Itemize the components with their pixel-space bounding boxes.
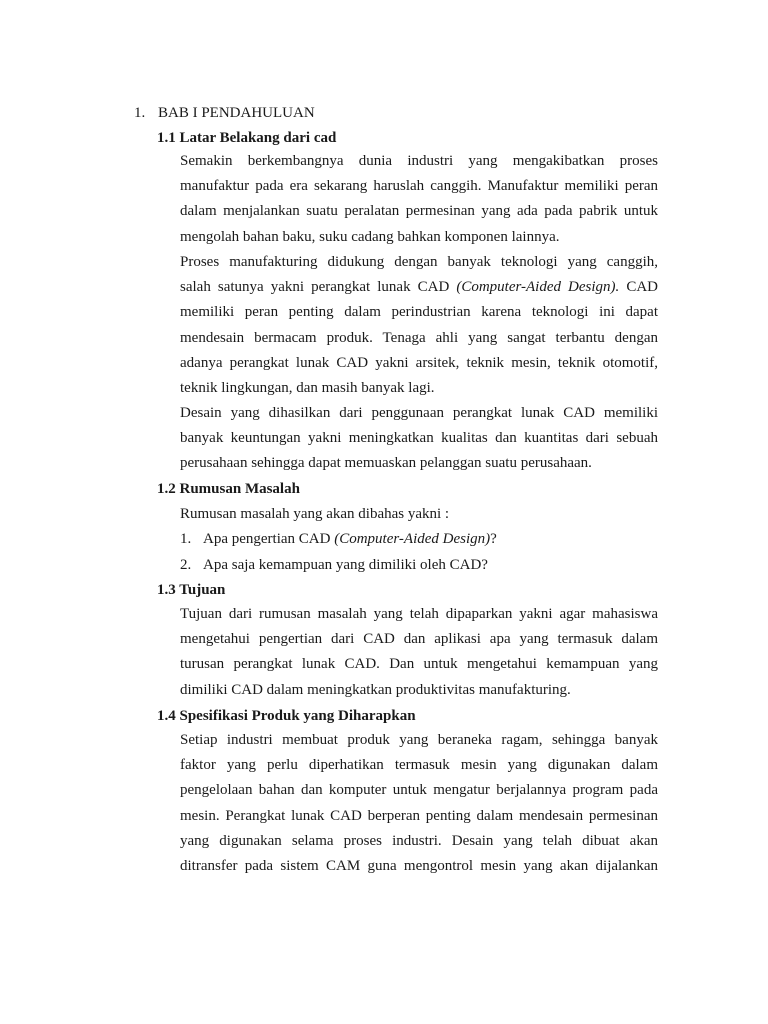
paragraph-1-1-b: Proses manufakturing didukung dengan banyak teknologi yang canggih, salah satunya yakni perangkat lunak CAD (Computer-Aided Design). CAD memiliki peran penting dalam perindustrian karena teknologi ini dapat mendesain bermacam produk. Tenaga ahli yang sangat terbantu dengan adanya perangkat lunak CAD yakni arsitek, teknik mesin, teknik otomotif, teknik lingkungan, dan masih banyak lagi. <box>180 254 659 397</box>
list-item: 1. Apa pengertian CAD (Computer-Aided Design)? <box>180 531 497 547</box>
chapter-title: BAB I PENDAHULUAN <box>158 105 315 121</box>
paragraph-1-3: Tujuan dari rumusan masalah yang telah dipaparkan yakni agar mahasiswa mengetahui pengertian dari CAD dan aplikasi apa yang termasuk dalam turusan perangkat lunak CAD. Dan untuk mengetahui kemampuan yang dimiliki CAD dalam meningkatkan produktivitas manufakturing. <box>180 606 658 698</box>
section-heading-1-4: 1.4 Spesifikasi Produk yang Diharapkan <box>157 708 416 724</box>
section-heading-1-3: 1.3 Tujuan <box>157 582 226 598</box>
chapter-number: 1. <box>134 105 146 121</box>
rumusan-intro: Rumusan masalah yang akan dibahas yakni : <box>180 506 450 522</box>
paragraph-1-1-c: Desain yang dihasilkan dari penggunaan perangkat lunak CAD memiliki banyak keuntungan yakni meningkatkan kualitas dan kuantitas dari sebuah perusahaan sehingga dapat memuaskan pelanggan suatu perusahaan. <box>180 405 658 472</box>
line-with-italic: salah satunya yakni perangkat lunak CAD (Computer-Aided Design). CAD <box>180 279 659 296</box>
paragraph-1-1-a: Semakin berkembangnya dunia industri yang mengakibatkan proses manufaktur pada era sekarang haruslah canggih. Manufaktur memiliki peran dalam menjalankan suatu peralatan permesinan yang ada pada pabrik untuk mengolah bahan baku, suku cadang bahkan komponen lainnya. <box>180 153 658 245</box>
paragraph-1-4: Setiap industri membuat produk yang beraneka ragam, sehingga banyak faktor yang perlu diperhatikan termasuk mesin yang digunakan dalam pengelolaan bahan dan komputer untuk mengatur berjalannya program pada mesin. Perangkat lunak CAD berperan penting dalam mendesain permesinan yang digunakan selama proses industri. Desain yang telah dibuat akan ditransfer pada sistem CAM guna mengontrol mesin yang akan dijalankan <box>180 732 658 875</box>
section-heading-1-1: 1.1 Latar Belakang dari cad <box>157 130 337 146</box>
chapter-heading <box>134 102 315 124</box>
section-heading-1-2: 1.2 Rumusan Masalah <box>157 481 300 497</box>
list-item: 2. Apa saja kemampuan yang dimiliki oleh CAD? <box>180 557 488 573</box>
